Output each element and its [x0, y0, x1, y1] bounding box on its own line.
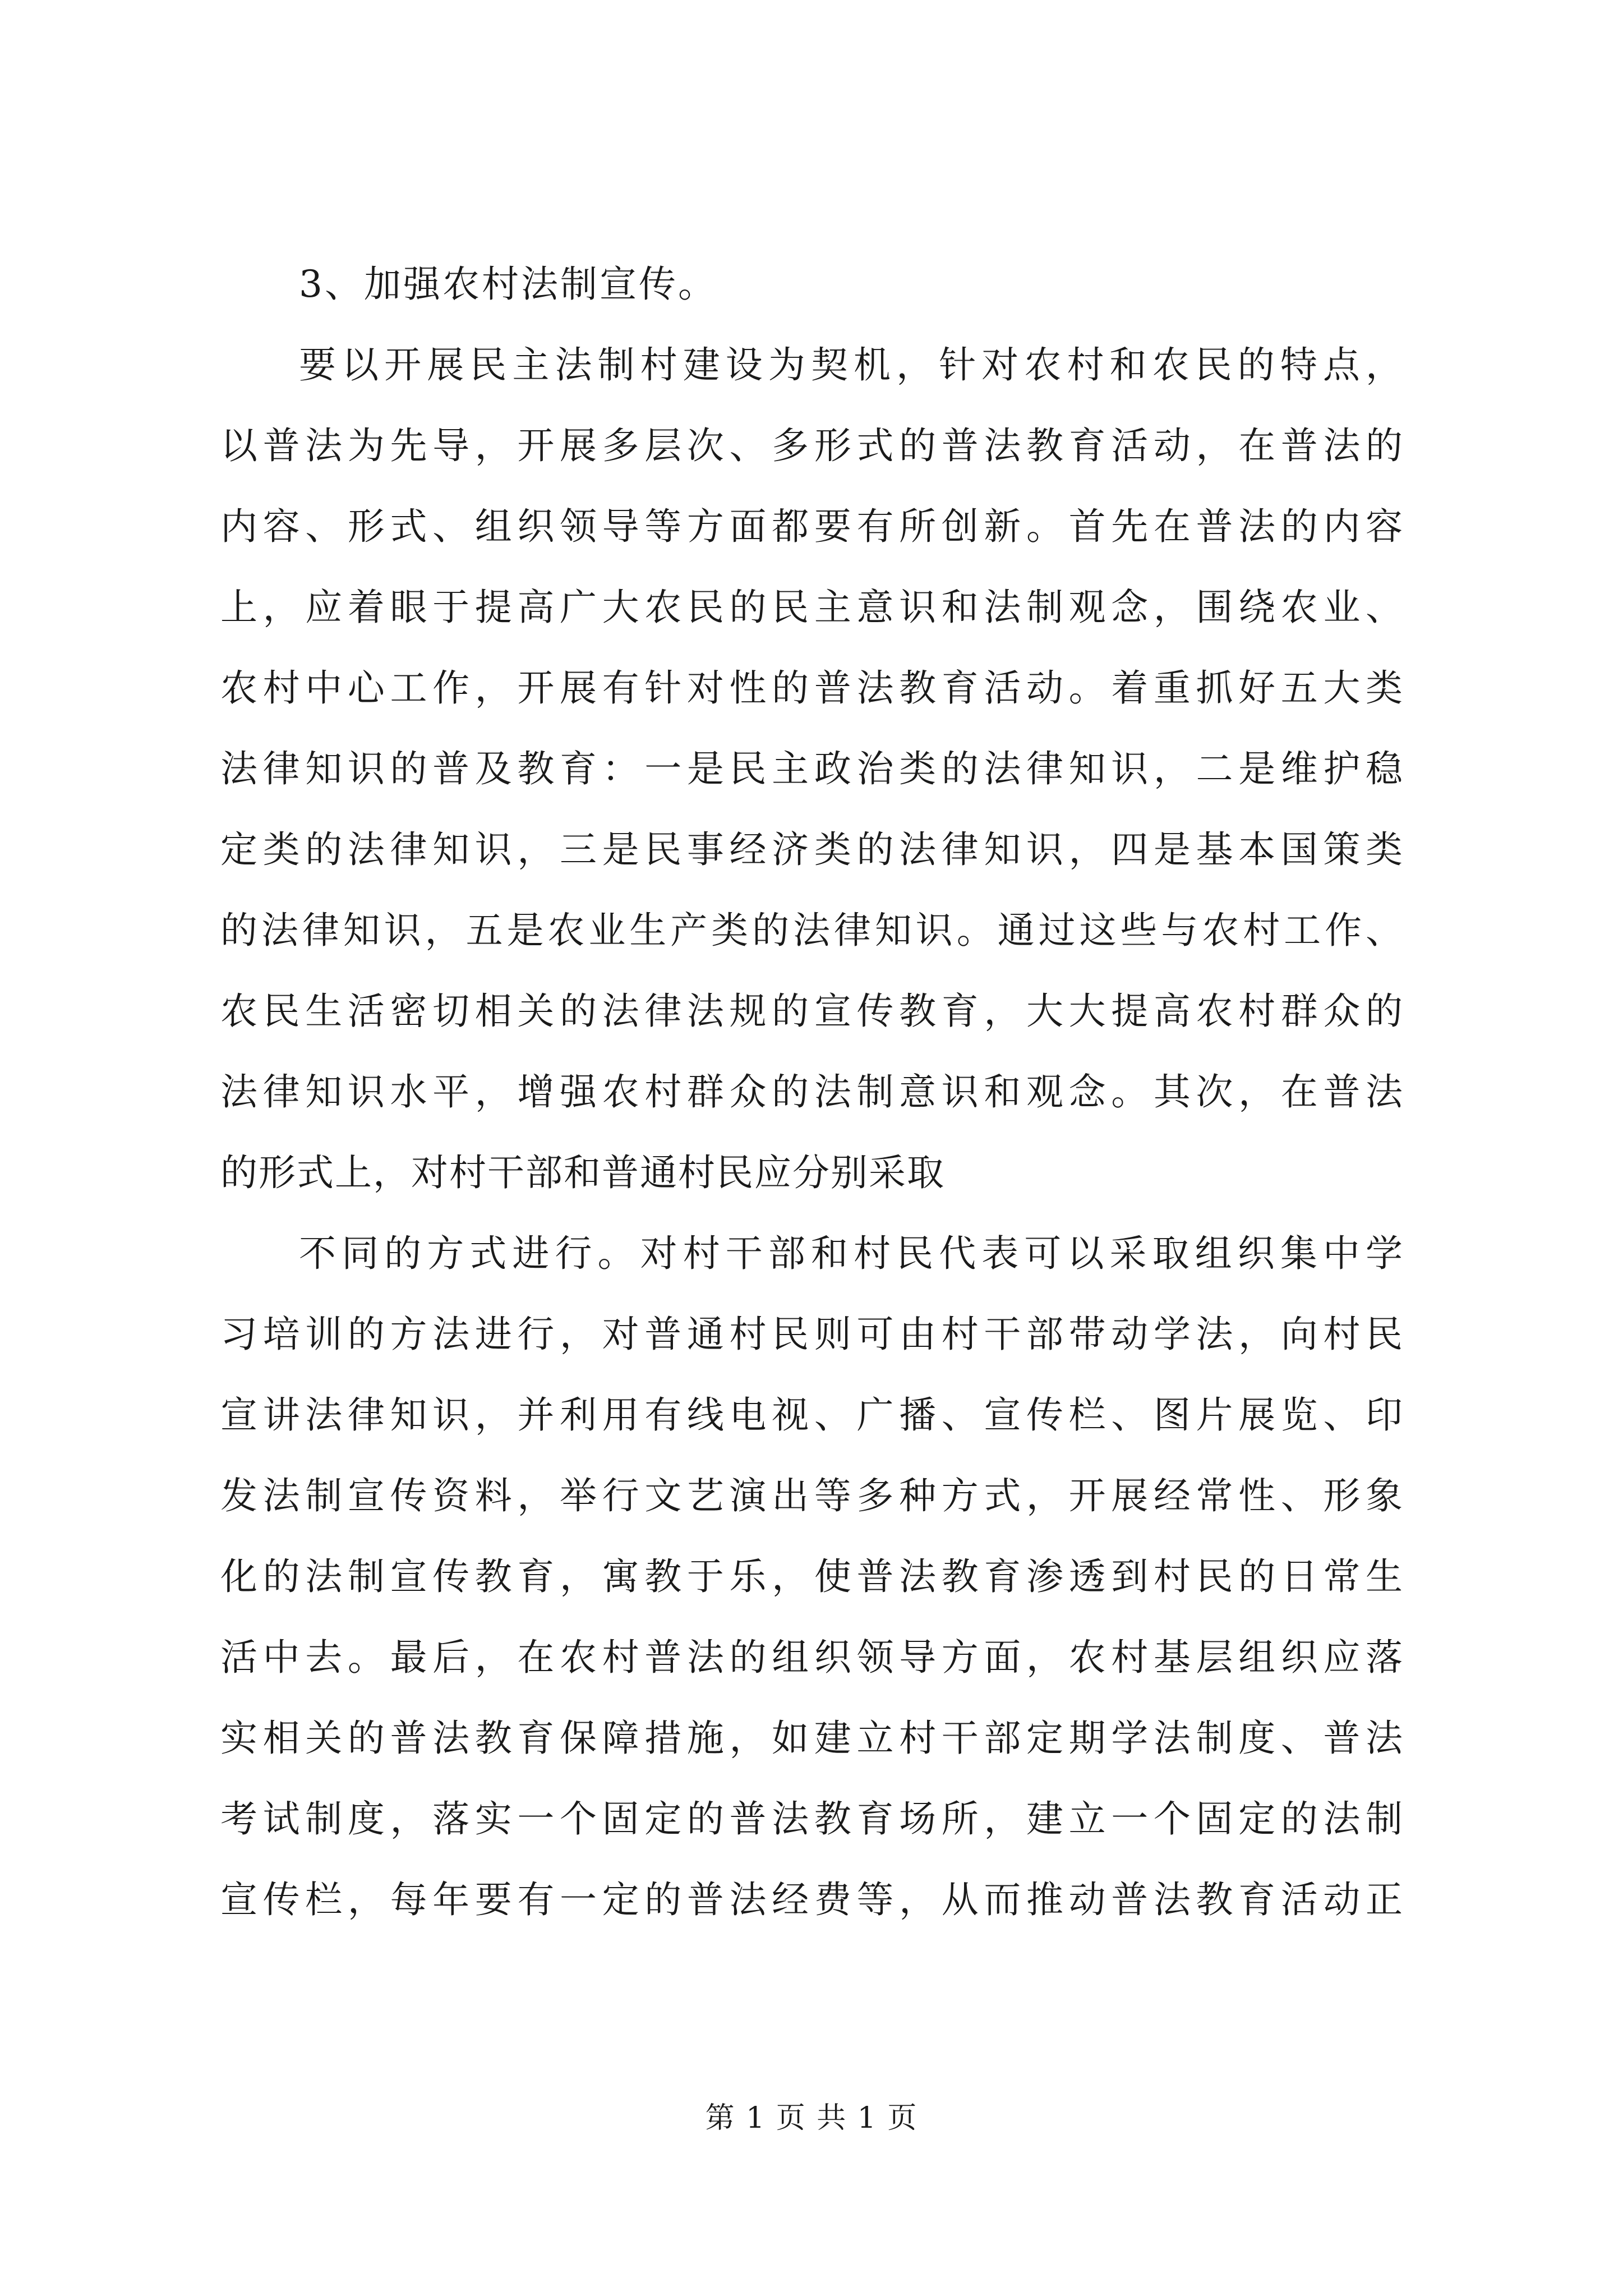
paragraph-line: 内容、形式、组织领导等方面都要有所创新。首先在普法的内容 [220, 505, 1404, 548]
paragraph-line: 农村中心工作，开展有针对性的普法教育活动。着重抓好五大类 [220, 666, 1404, 710]
paragraph-line: 实相关的普法教育保障措施，如建立村干部定期学法制度、普法 [220, 1717, 1404, 1760]
page-number-label: 第 1 页 共 1 页 [705, 2101, 918, 2135]
paragraph-line: 法律知识的普及教育：一是民主政治类的法律知识，二是维护稳 [220, 747, 1404, 790]
paragraph-line: 发法制宣传资料，举行文艺演出等多种方式，开展经常性、形象 [220, 1474, 1404, 1517]
paragraph-line: 的法律知识，五是农业生产类的法律知识。通过这些与农村工作、 [220, 909, 1404, 952]
paragraph-1 [220, 325, 1404, 1213]
paragraph-line: 上，应着眼于提高广大农民的民主意识和法制观念，围绕农业、 [220, 586, 1404, 629]
paragraph-line: 化的法制宣传教育，寓教于乐，使普法教育渗透到村民的日常生 [220, 1555, 1404, 1598]
paragraph-line: 活中去。最后，在农村普法的组织领导方面，农村基层组织应落 [220, 1636, 1404, 1679]
paragraph-line: 考试制度，落实一个固定的普法教育场所，建立一个固定的法制 [220, 1797, 1404, 1841]
document-body [220, 244, 1404, 1940]
paragraph-2 [220, 1213, 1404, 1940]
paragraph-line: 习培训的方法进行，对普通村民则可由村干部带动学法，向村民 [220, 1313, 1404, 1356]
paragraph-line: 农民生活密切相关的法律法规的宣传教育，大大提高农村群众的 [220, 990, 1404, 1033]
page-footer [0, 2098, 1623, 2138]
section-heading: 3、加强农村法制宣传。 [299, 263, 717, 306]
paragraph-line: 以普法为先导，开展多层次、多形式的普法教育活动，在普法的 [220, 424, 1404, 467]
paragraph-line: 宣传栏，每年要有一定的普法经费等，从而推动普法教育活动正 [220, 1878, 1404, 1921]
paragraph-line: 定类的法律知识，三是民事经济类的法律知识，四是基本国策类 [220, 828, 1404, 871]
paragraph-line: 法律知识水平，增强农村群众的法制意识和观念。其次，在普法 [220, 1070, 1404, 1114]
paragraph-line: 要以开展民主法制村建设为契机，针对农村和农民的特点， [299, 343, 1404, 386]
paragraph-line: 的形式上，对村干部和普通村民应分别采取 [220, 1151, 945, 1194]
paragraph-line: 宣讲法律知识，并利用有线电视、广播、宣传栏、图片展览、印 [220, 1393, 1404, 1437]
paragraph-line: 不同的方式进行。对村干部和村民代表可以采取组织集中学 [299, 1232, 1404, 1275]
